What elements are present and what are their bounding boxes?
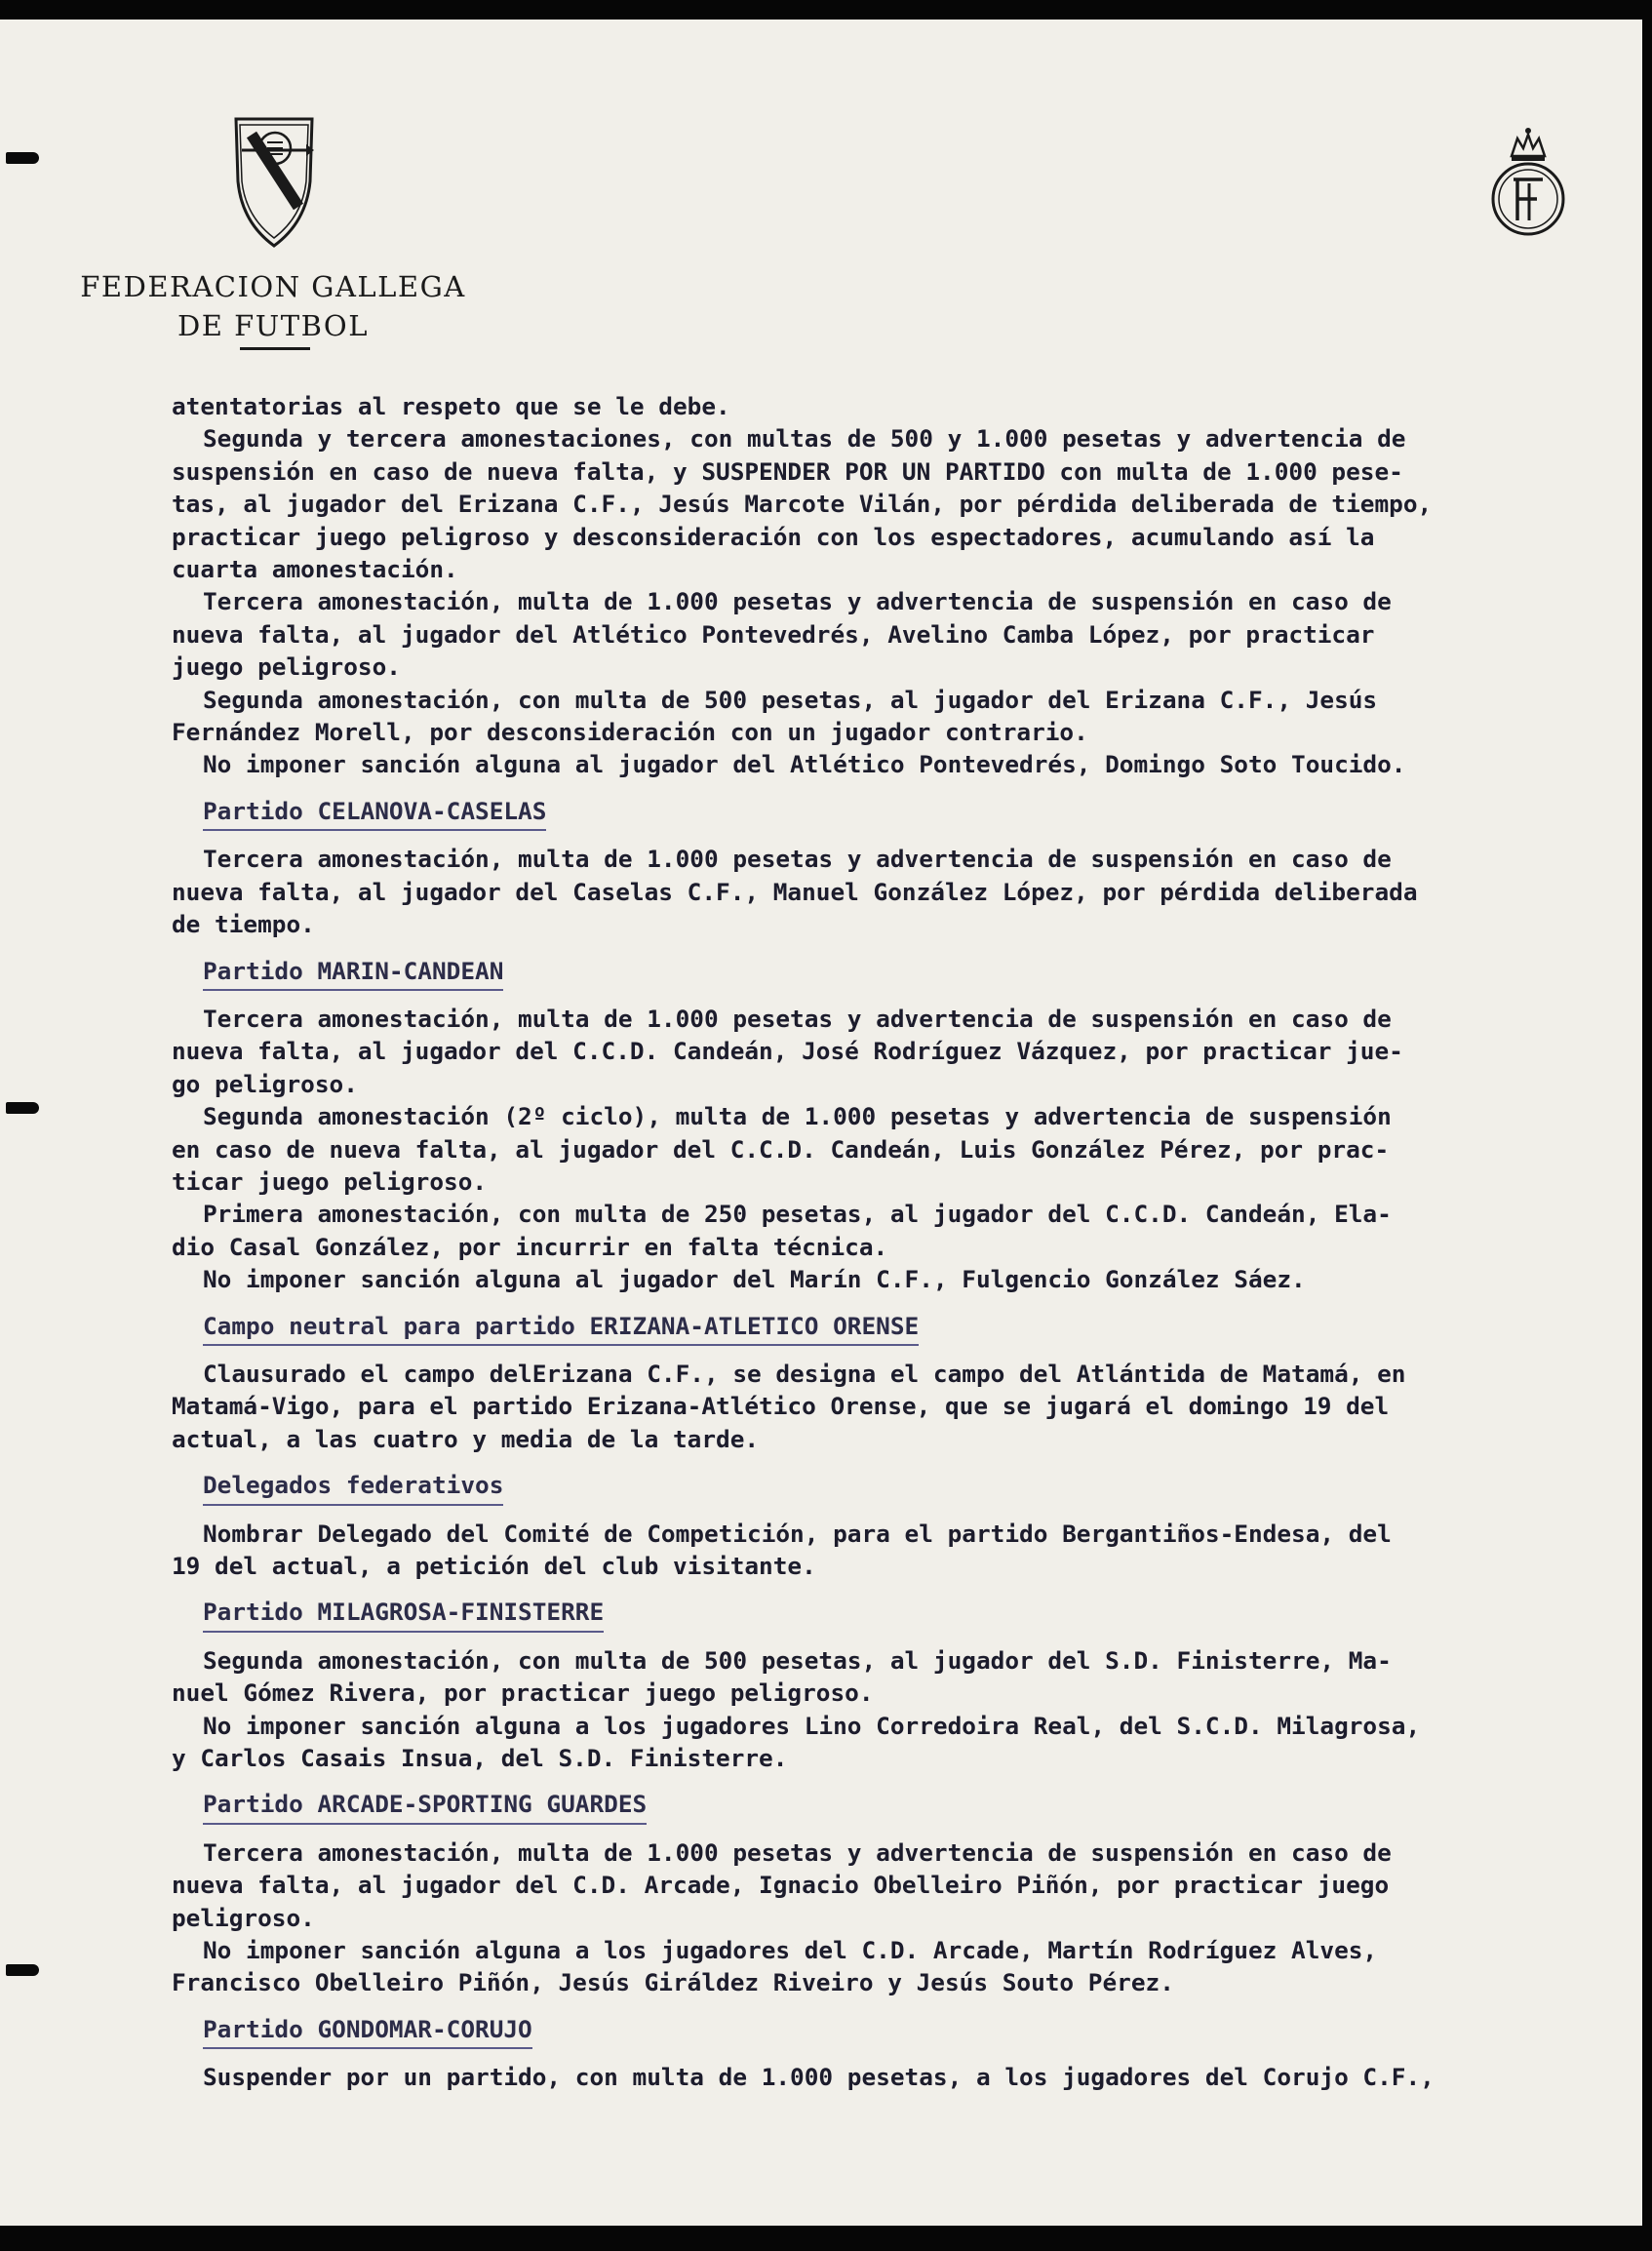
section-heading: Partido MILAGROSA-FINISTERRE — [203, 1596, 604, 1632]
text-line: Clausurado el campo delErizana C.F., se designa el campo del Atlántida de Matamá, en — [203, 1359, 1406, 1388]
text-line: Segunda amonestación (2º ciclo), multa de 1.000 pesetas y advertencia de suspensión — [203, 1102, 1392, 1131]
section-heading: Partido GONDOMAR-CORUJO — [203, 2013, 532, 2049]
text-line: Segunda amonestación, con multa de 500 pesetas, al jugador del S.D. Finisterre, Ma- — [203, 1645, 1392, 1675]
organization-name — [78, 267, 468, 345]
federation-shield-logo — [230, 113, 318, 250]
text-line: suspensión en caso de nueva falta, y SUSPENDER POR UN PARTIDO con multa de 1.000 pese- — [172, 456, 1403, 486]
punch-hole — [6, 1102, 39, 1114]
text-line: nueva falta, al jugador del Caselas C.F., Manuel González López, por pérdida deliberada — [172, 877, 1418, 906]
text-line: Segunda y tercera amonestaciones, con multas de 500 y 1.000 pesetas y advertencia de — [203, 424, 1406, 454]
text-line: de tiempo. — [172, 910, 315, 939]
text-line: Nombrar Delegado del Comité de Competición, para el partido Bergantiños-Endesa, del — [203, 1519, 1392, 1548]
text-line: practicar juego peligroso y desconsideración con los espectadores, acumulando así la — [172, 522, 1375, 551]
text-line: nueva falta, al jugador del Atlético Pontevedrés, Avelino Camba López, por practicar — [172, 619, 1375, 649]
text-line: No imponer sanción alguna a los jugadores Lino Corredoira Real, del S.C.D. Milagrosa, — [203, 1711, 1421, 1740]
document-page — [0, 20, 1642, 2226]
text-line: en caso de nueva falta, al jugador del C.C.D. Candeán, Luis González Pérez, por prac- — [172, 1134, 1390, 1164]
text-line: juego peligroso. — [172, 652, 401, 682]
text-line: 19 del actual, a petición del club visitante. — [172, 1552, 816, 1580]
text-line: Tercera amonestación, multa de 1.000 pesetas y advertencia de suspensión en caso de — [203, 1004, 1392, 1033]
section-heading: Partido CELANOVA-CASELAS — [203, 795, 546, 831]
section-heading: Partido MARIN-CANDEAN — [203, 955, 503, 991]
text-line: Primera amonestación, con multa de 250 pesetas, al jugador del C.C.D. Candeán, Ela- — [203, 1200, 1392, 1229]
header-divider — [240, 347, 310, 350]
section-heading: Delegados federativos — [203, 1469, 503, 1505]
punch-hole — [6, 1964, 39, 1976]
section-heading: Partido ARCADE-SPORTING GUARDES — [203, 1788, 647, 1824]
text-line: nuel Gómez Rivera, por practicar juego peligroso. — [172, 1678, 874, 1708]
org-line-1: FEDERACION GALLEGA — [80, 270, 466, 303]
document-body — [172, 390, 1595, 2094]
text-line: No imponer sanción alguna al jugador del Atlético Pontevedrés, Domingo Soto Toucido. — [203, 750, 1406, 779]
text-line: nueva falta, al jugador del C.D. Arcade, Ignacio Obelleiro Piñón, por practicar juego — [172, 1871, 1390, 1900]
section-heading: Campo neutral para partido ERIZANA-ATLETICO ORENSE — [203, 1310, 919, 1346]
text-line: nueva falta, al jugador del C.C.D. Candeán, José Rodríguez Vázquez, por practicar jue- — [172, 1037, 1403, 1066]
crown-emblem-logo — [1484, 119, 1572, 256]
text-line: Matamá-Vigo, para el partido Erizana-Atlético Orense, que se jugará el domingo 19 del — [172, 1392, 1390, 1421]
text-line: ticar juego peligroso. — [172, 1166, 488, 1196]
text-line: y Carlos Casais Insua, del S.D. Finisterre. — [172, 1744, 788, 1773]
text-line: Tercera amonestación, multa de 1.000 pesetas y advertencia de suspensión en caso de — [203, 1837, 1392, 1867]
text-line: Suspender por un partido, con multa de 1.000 pesetas, a los jugadores del Corujo C.F., — [203, 2063, 1435, 2092]
text-line: Francisco Obelleiro Piñón, Jesús Giráldez Riveiro y Jesús Souto Pérez. — [172, 1968, 1174, 1997]
text-line: cuarta amonestación. — [172, 555, 458, 584]
text-line: go peligroso. — [172, 1069, 358, 1098]
text-line: Segunda amonestación, con multa de 500 pesetas, al jugador del Erizana C.F., Jesús — [203, 685, 1378, 714]
text-line: Fernández Morell, por desconsideración con un jugador contrario. — [172, 718, 1088, 747]
text-line: actual, a las cuatro y media de la tarde. — [172, 1424, 760, 1453]
text-line: tas, al jugador del Erizana C.F., Jesús Marcote Vilán, por pérdida deliberada de tiempo, — [172, 490, 1433, 519]
punch-hole — [6, 152, 39, 164]
text-line: Tercera amonestación, multa de 1.000 pesetas y advertencia de suspensión en caso de — [203, 845, 1392, 874]
text-line: Tercera amonestación, multa de 1.000 pesetas y advertencia de suspensión en caso de — [203, 587, 1392, 616]
text-line: peligroso. — [172, 1903, 315, 1932]
text-line: No imponer sanción alguna al jugador del Marín C.F., Fulgencio González Sáez. — [203, 1265, 1306, 1294]
text-line: atentatorias al respeto que se le debe. — [172, 392, 730, 420]
text-line: dio Casal González, por incurrir en falta técnica. — [172, 1232, 888, 1261]
text-line: No imponer sanción alguna a los jugadores del C.D. Arcade, Martín Rodríguez Alves, — [203, 1936, 1378, 1965]
org-line-2: DE FUTBOL — [177, 309, 369, 342]
